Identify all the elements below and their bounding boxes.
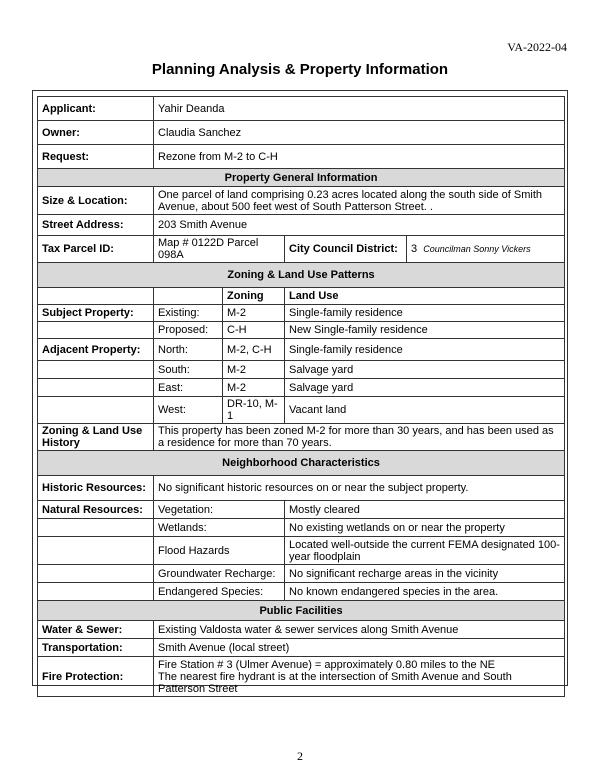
land-use-value: Single-family residence	[285, 339, 565, 361]
water-sewer-label: Water & Sewer:	[38, 621, 154, 639]
fire-station-line: Fire Station # 3 (Ulmer Avenue) = approximately 0.80 miles to the NE	[158, 658, 495, 671]
public-facilities-heading: Public Facilities	[38, 601, 565, 621]
request-label: Request:	[38, 145, 154, 169]
fire-hydrant-line: The nearest fire hydrant is at the intersection of Smith Avenue and South Patterson Street	[158, 670, 512, 695]
land-use-column-header: Land Use	[285, 288, 565, 305]
tax-parcel-row	[38, 236, 565, 263]
natural-resource-value: Mostly cleared	[285, 501, 565, 519]
applicant-label: Applicant:	[38, 97, 154, 121]
water-sewer-row	[38, 621, 565, 639]
historic-resources-row	[38, 476, 565, 501]
table-row	[38, 565, 565, 583]
natural-resource-value: No known endangered species in the area.	[285, 583, 565, 601]
subject-property-label: Subject Property:	[38, 305, 154, 322]
natural-resource-value: Located well-outside the current FEMA designated 100-year floodplain	[285, 537, 565, 565]
tax-parcel-value: Map # 0122D Parcel 098A	[154, 236, 285, 263]
street-address-value: 203 Smith Avenue	[154, 215, 565, 236]
table-row	[38, 339, 565, 361]
natural-resource-name: Groundwater Recharge:	[154, 565, 285, 583]
table-row	[38, 322, 565, 339]
fire-protection-value	[154, 657, 565, 697]
zoning-value: M-2, C-H	[223, 339, 285, 361]
owner-row	[38, 121, 565, 145]
zoning-direction: Proposed:	[154, 322, 223, 339]
land-use-value: Salvage yard	[285, 361, 565, 379]
zoning-direction: Existing:	[154, 305, 223, 322]
street-address-label: Street Address:	[38, 215, 154, 236]
zoning-value: M-2	[223, 361, 285, 379]
table-row	[38, 537, 565, 565]
neighborhood-heading: Neighborhood Characteristics	[38, 451, 565, 476]
land-use-value: New Single-family residence	[285, 322, 565, 339]
zoning-value: M-2	[223, 379, 285, 397]
property-general-heading: Property General Information	[38, 169, 565, 187]
request-row	[38, 145, 565, 169]
council-district-number: 3	[411, 243, 418, 255]
zoning-direction: South:	[154, 361, 223, 379]
fire-protection-row	[38, 657, 565, 697]
size-location-row	[38, 187, 565, 215]
tax-parcel-label: Tax Parcel ID:	[38, 236, 154, 263]
document-number: VA-2022-04	[507, 40, 567, 54]
land-use-value: Vacant land	[285, 397, 565, 424]
table-row	[38, 519, 565, 537]
table-row	[38, 305, 565, 322]
council-district-label: City Council District:	[285, 236, 407, 263]
natural-resource-name: Endangered Species:	[154, 583, 285, 601]
zoning-direction: West:	[154, 397, 223, 424]
table-row	[38, 397, 565, 424]
table-row	[38, 361, 565, 379]
historic-resources-label: Historic Resources:	[38, 476, 154, 501]
page-number: 2	[297, 749, 303, 763]
size-location-label: Size & Location:	[38, 187, 154, 215]
zoning-value: M-2	[223, 305, 285, 322]
council-district-value	[407, 236, 565, 263]
natural-resource-value: No existing wetlands on or near the property	[285, 519, 565, 537]
council-member: Councilman Sonny Vickers	[423, 244, 531, 254]
zoning-heading: Zoning & Land Use Patterns	[38, 263, 565, 288]
street-address-row	[38, 215, 565, 236]
owner-value: Claudia Sanchez	[154, 121, 565, 145]
table-row	[38, 583, 565, 601]
fire-protection-label: Fire Protection:	[38, 657, 154, 697]
zoning-history-row	[38, 424, 565, 451]
adjacent-property-label: Adjacent Property:	[38, 339, 154, 361]
transportation-row	[38, 639, 565, 657]
transportation-label: Transportation:	[38, 639, 154, 657]
historic-resources-value: No significant historic resources on or near the subject property.	[154, 476, 565, 501]
natural-resource-name: Flood Hazards	[154, 537, 285, 565]
transportation-value: Smith Avenue (local street)	[154, 639, 565, 657]
zoning-column-header: Zoning	[223, 288, 285, 305]
natural-resource-name: Wetlands:	[154, 519, 285, 537]
owner-label: Owner:	[38, 121, 154, 145]
water-sewer-value: Existing Valdosta water & sewer services along Smith Avenue	[154, 621, 565, 639]
zoning-history-value: This property has been zoned M-2 for more than 30 years, and has been used as a residence for more than 70 years.	[154, 424, 565, 451]
zoning-direction: North:	[154, 339, 223, 361]
natural-resources-label: Natural Resources:	[38, 501, 154, 519]
page-title: Planning Analysis & Property Information	[151, 61, 449, 78]
zoning-history-label: Zoning & Land Use History	[38, 424, 154, 451]
natural-resource-value: No significant recharge areas in the vicinity	[285, 565, 565, 583]
zoning-column-headers	[38, 288, 565, 305]
table-row	[38, 379, 565, 397]
property-info-table	[37, 96, 565, 697]
zoning-value: DR-10, M-1	[223, 397, 285, 424]
zoning-value: C-H	[223, 322, 285, 339]
land-use-value: Salvage yard	[285, 379, 565, 397]
natural-resource-name: Vegetation:	[154, 501, 285, 519]
land-use-value: Single-family residence	[285, 305, 565, 322]
applicant-row	[38, 97, 565, 121]
request-value: Rezone from M-2 to C-H	[154, 145, 565, 169]
applicant-value: Yahir Deanda	[154, 97, 565, 121]
size-location-value: One parcel of land comprising 0.23 acres located along the south side of Smith Avenue, about 500 feet west of South Patterson Street. .	[154, 187, 565, 215]
table-row	[38, 501, 565, 519]
zoning-direction: East:	[154, 379, 223, 397]
